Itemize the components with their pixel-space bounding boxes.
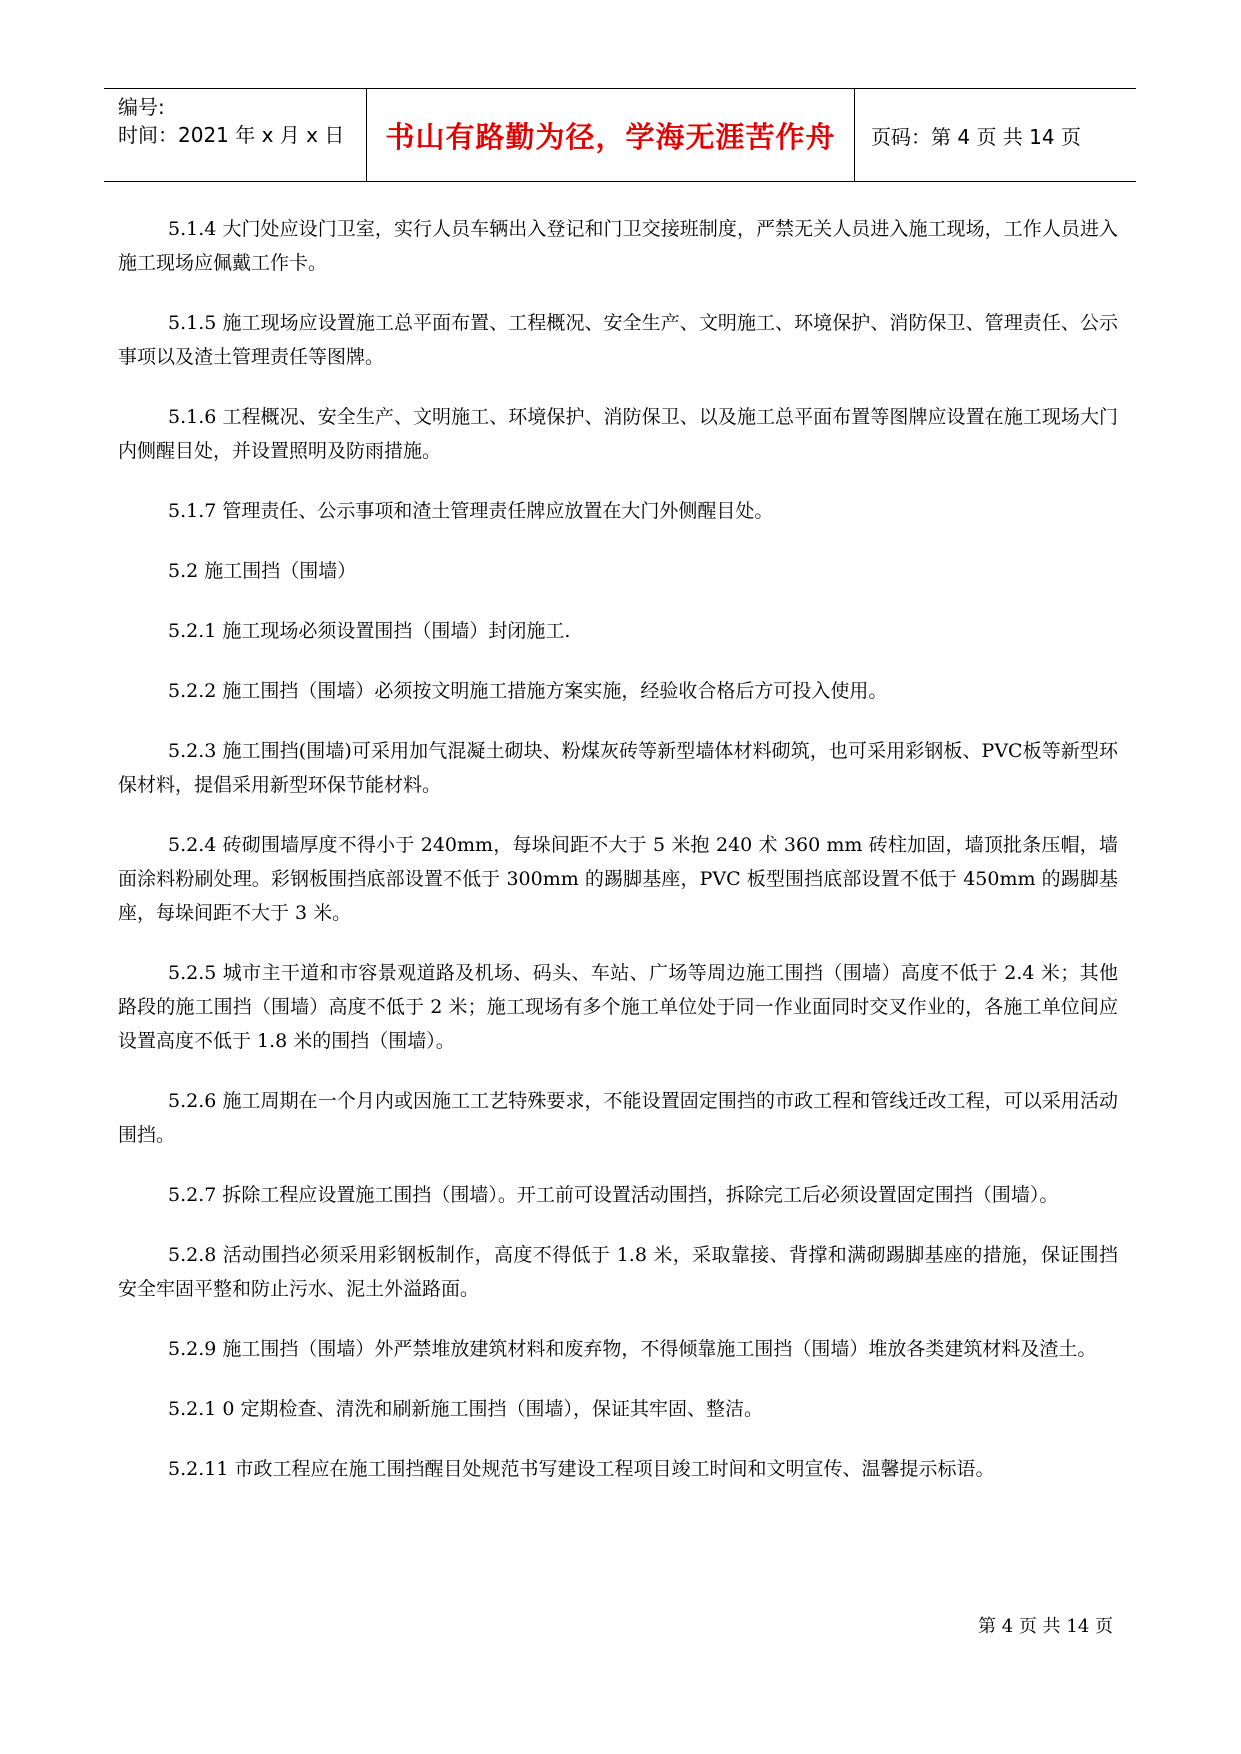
header-page-cell bbox=[855, 89, 1136, 181]
header-motto-cell bbox=[367, 89, 855, 181]
paragraph-5-1-7: 5.1.7 管理责任、公示事项和渣土管理责任牌应放置在大门外侧醒目处。 bbox=[168, 500, 774, 522]
doc-number-label: 编号: bbox=[118, 95, 165, 119]
document-body bbox=[118, 212, 1118, 1512]
header-motto: 书山有路勤为径，学海无涯苦作舟 bbox=[385, 119, 836, 154]
doc-time-label: 时间：2021 年 x 月 x 日 bbox=[118, 123, 345, 147]
paragraph-5-2-4: 5.2.4 砖砌围墙厚度不得小于 240mm，每垛间距不大于 5 米抱 240 术 360 mm 砖柱加固，墙顶批条压帽，墙面涂料粉刷处理。彩钢板围挡底部设置不低于 300mm 的踢脚基座，PVC 板型围挡底部设置不低于 450mm 的踢脚基座，每垛间距不大于 3 米。 bbox=[118, 834, 1118, 924]
header-meta bbox=[104, 89, 367, 181]
header-page-label: 页码：第 4 页 共 14 页 bbox=[871, 124, 1081, 149]
section-heading-5-2: 5.2 施工围挡（围墙） bbox=[168, 560, 357, 582]
paragraph-5-2-8: 5.2.8 活动围挡必须采用彩钢板制作，高度不得低于 1.8 米，采取靠接、背撑和满砌踢脚基座的措施，保证围挡安全牢固平整和防止污水、泥土外溢路面。 bbox=[118, 1244, 1118, 1300]
paragraph-5-2-9: 5.2.9 施工围挡（围墙）外严禁堆放建筑材料和废弃物，不得倾靠施工围挡（围墙）堆放各类建筑材料及渣土。 bbox=[168, 1338, 1097, 1360]
paragraph-5-1-4: 5.1.4 大门处应设门卫室，实行人员车辆出入登记和门卫交接班制度，严禁无关人员进入施工现场，工作人员进入施工现场应佩戴工作卡。 bbox=[118, 218, 1118, 274]
paragraph-5-1-6: 5.1.6 工程概况、安全生产、文明施工、环境保护、消防保卫、以及施工总平面布置等图牌应设置在施工现场大门内侧醒目处，并设置照明及防雨措施。 bbox=[118, 406, 1118, 462]
paragraph-5-1-5: 5.1.5 施工现场应设置施工总平面布置、工程概况、安全生产、文明施工、环境保护、消防保卫、管理责任、公示事项以及渣土管理责任等图牌。 bbox=[118, 312, 1118, 368]
paragraph-5-2-5: 5.2.5 城市主干道和市容景观道路及机场、码头、车站、广场等周边施工围挡（围墙）高度不低于 2.4 米；其他路段的施工围挡（围墙）高度不低于 2 米；施工现场有多个施工单位处于同一作业面同时交叉作业的，各施工单位间应设置高度不低于 1.8 米的围挡（围墙）。 bbox=[118, 962, 1118, 1052]
paragraph-5-2-2: 5.2.2 施工围挡（围墙）必须按文明施工措施方案实施，经验收合格后方可投入使用。 bbox=[168, 680, 888, 702]
page-header bbox=[104, 88, 1136, 182]
page-footer bbox=[978, 1612, 1113, 1638]
paragraph-5-2-11: 5.2.11 市政工程应在施工围挡醒目处规范书写建设工程项目竣工时间和文明宣传、温馨提示标语。 bbox=[168, 1458, 995, 1480]
paragraph-5-2-10: 5.2.1 0 定期检查、清洗和刷新施工围挡（围墙），保证其牢固、整洁。 bbox=[168, 1398, 764, 1420]
footer-page-number: 第 4 页 共 14 页 bbox=[978, 1616, 1113, 1637]
paragraph-5-2-6: 5.2.6 施工周期在一个月内或因施工工艺特殊要求，不能设置固定围挡的市政工程和管线迁改工程，可以采用活动围挡。 bbox=[118, 1090, 1118, 1146]
paragraph-5-2-1: 5.2.1 施工现场必须设置围挡（围墙）封闭施工. bbox=[168, 620, 571, 642]
paragraph-5-2-7: 5.2.7 拆除工程应设置施工围挡（围墙）。开工前可设置活动围挡，拆除完工后必须设置固定围挡（围墙）。 bbox=[168, 1184, 1059, 1206]
paragraph-5-2-3: 5.2.3 施工围挡(围墙)可采用加气混凝土砌块、粉煤灰砖等新型墙体材料砌筑，也可采用彩钢板、PVC板等新型环保材料，提倡采用新型环保节能材料。 bbox=[118, 740, 1118, 796]
